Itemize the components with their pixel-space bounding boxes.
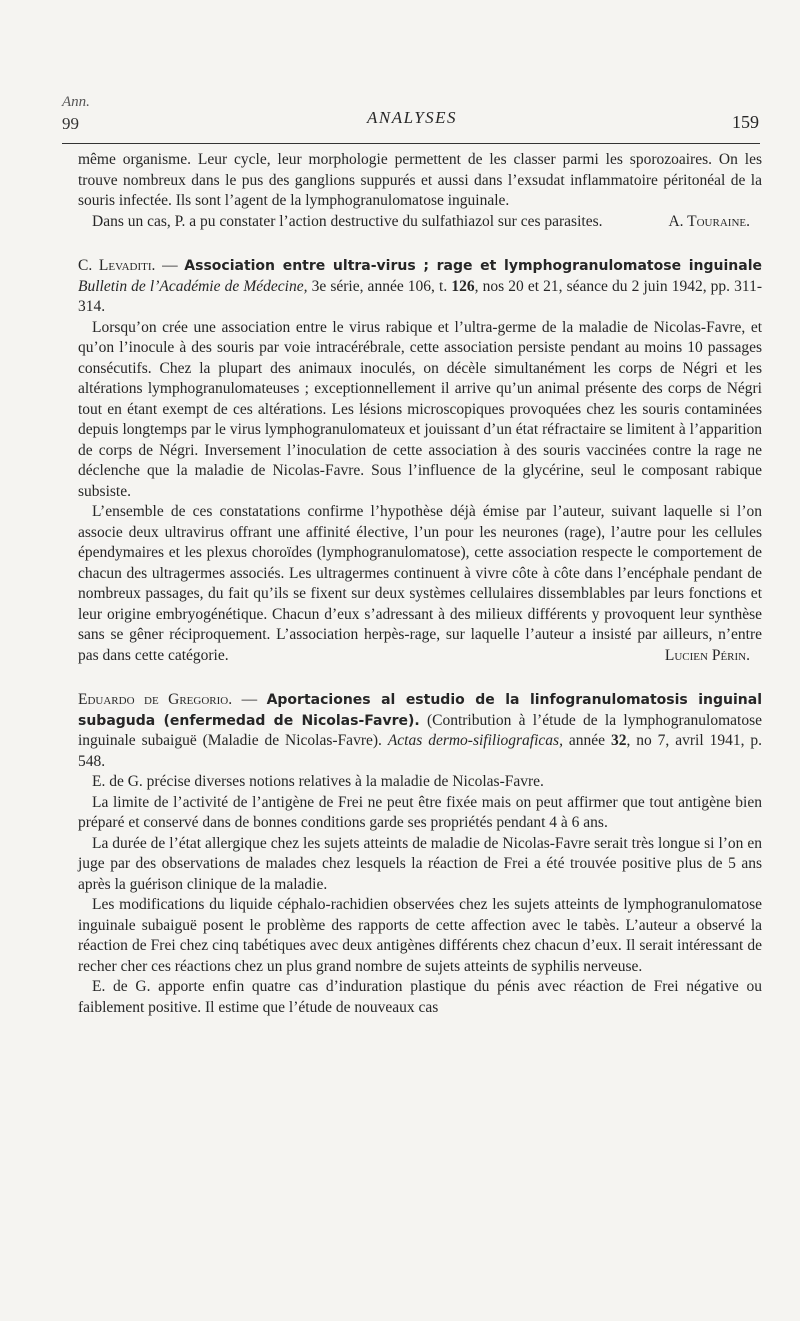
dash: — <box>155 257 185 274</box>
abstract-paragraph: La durée de l’état allergique chez les sujets atteints de maladie de Nicolas-Favre serait très longue si l’on en juge par des observations de malades chez lesquels la réaction de Frei a été trouvée positive plus de 5 ans après la guérison clinique de la maladie. <box>78 834 762 893</box>
abstract-paragraph: La limite de l’activité de l’antigène de Frei ne peut être fixée mais on peut affirmer que tout antigène bien préparé et conservé dans de bonnes conditions garde ses propriétés pendant 4 à 6 ans. <box>78 793 762 831</box>
author: C. Levaditi. <box>78 257 156 274</box>
abstract-paragraph: E. de G. précise diverses notions relatives à la maladie de Nicolas-Favre. <box>92 773 544 790</box>
header-rule <box>62 143 760 144</box>
citation-details: , no 7, avril 1941, p. 548. <box>78 732 762 770</box>
volume-number: 99 <box>62 114 79 133</box>
header-annotation: Ann. <box>62 94 90 110</box>
tome-number: 126 <box>451 277 475 295</box>
abstract-paragraph: E. de G. apporte enfin quatre cas d’induration plastique du pénis avec réaction de Frei négative ou faiblement positive. Il estime que l’étude de nouveaux cas <box>78 978 762 1016</box>
article-title: Association entre ultra-virus ; rage et lymphogranulomatose inguinale <box>184 258 762 274</box>
abstract-levaditi <box>78 256 762 666</box>
dash: — <box>232 691 267 708</box>
citation-details: , nos 20 et 21, séance du 2 juin 1942, pp. 311-314. <box>78 277 763 315</box>
article-subtitle: (Contribution à l’étude de la lymphogranulomatose inguinale subaiguë (Maladie de Nicolas-Favre). <box>78 711 762 749</box>
lead-paragraph: Dans un cas, P. a pu constater l’action destructive du sulfathiazol sur ces parasites. <box>92 212 603 230</box>
journal-name: Bulletin de l’Académie de Médecine, <box>78 277 308 295</box>
author: Eduardo de Gregorio. <box>78 691 233 708</box>
journal-name: Actas dermo-sifiliograficas, <box>387 732 563 749</box>
abstract-paragraph: Lorsqu’on crée une association entre le virus rabique et l’ultra-germe de la maladie de Nicolas-Favre, et qu’on l’inocule à des souris par voie intracérébrale, cette association persiste pendant au moins 10 passages consécutifs. Chez la plupart des animaux inoculés, on décèle simultanément les corps de Négri et les altérations lymphogranulomateuses ; exceptionnellement il arrive qu’un animal présente des corps de Négri tout en étant exempt de ces altérations. Les lésions microscopiques provoquées chez les souris contaminées depuis longtemps par le virus lymphogranulomateux et jouissant d’un état réfractaire se limitent à l’apparition de corps de Négri. Inversement l’inoculation de cette association à des souris vaccinées contre la rage ne déclenche que la maladie de Nicolas-Favre. Sous l’influence de la glycérine, seul le composant rabique subsiste. <box>78 318 762 500</box>
page-body <box>78 150 762 1018</box>
page-number: 159 <box>732 112 759 132</box>
article-title: Aportaciones al estudio de la linfogranulomatosis inguinal subaguda (enfermedad de Nicolas-Favre). <box>78 692 762 729</box>
citation <box>78 690 762 772</box>
abstract-paragraph: Les modifications du liquide céphalo-rachidien observées chez les sujets atteints de lymphogranulomatose inguinale subaiguë posent le problème des rapports de cette affection avec le tabès. L’auteur a observé la réaction de Frei chez cinq tabétiques avec deux antigènes différents chez chacun d’eux. Il serait intéressant de recher cher ces réactions chez un plus grand nombre de sujets atteints de syphilis nerveuse. <box>78 896 762 975</box>
signature: Lucien Périn. <box>664 646 750 664</box>
citation <box>78 256 762 318</box>
citation-year-label: année <box>562 732 611 749</box>
tome-number: 32 <box>610 732 627 749</box>
citation-series: 3e série, année 106, t. <box>307 277 452 295</box>
abstract-paragraph: L’ensemble de ces constatations confirme l’hypothèse déjà émise par l’auteur, suivant laquelle si l’on associe deux ultravirus offrant une affinité élective, l’un pour les neurones (rage), l’autre pour les cellules épendymaires et les plexus choroïdes (lymphogranulomatose), cette association respecte le comportement de chacun des ultragermes associés. Les ultragermes continuent à vivre côte à côte dans l’encéphale pendant de nombreux passages, du fait qu’ils se fixent sur deux systèmes cellulaires dissemblables par leurs fonctions et leur origine embryogénétique. Chacun d’eux s’adressant à des milieux différents y provoquent leur synthèse sans se gêner réciproquement. L’association herpès-rage, sur laquelle l’auteur a insisté par ailleurs, n’entre pas dans cette catégorie. <box>78 503 762 664</box>
section-title: ANALYSES <box>366 108 458 127</box>
lead-paragraph: même organisme. Leur cycle, leur morphologie permettent de les classer parmi les sporozoaires. On les trouve nombreux dans le pus des ganglions suppurés et aussi dans l’exsudat inflammatoire péritonéal de la souris infectée. Ils sont l’agent de la lymphogranulomatose inguinale. <box>78 151 762 209</box>
running-header <box>62 94 762 144</box>
abstract-de-gregorio <box>78 690 762 1018</box>
signature: A. Touraine. <box>668 212 750 230</box>
